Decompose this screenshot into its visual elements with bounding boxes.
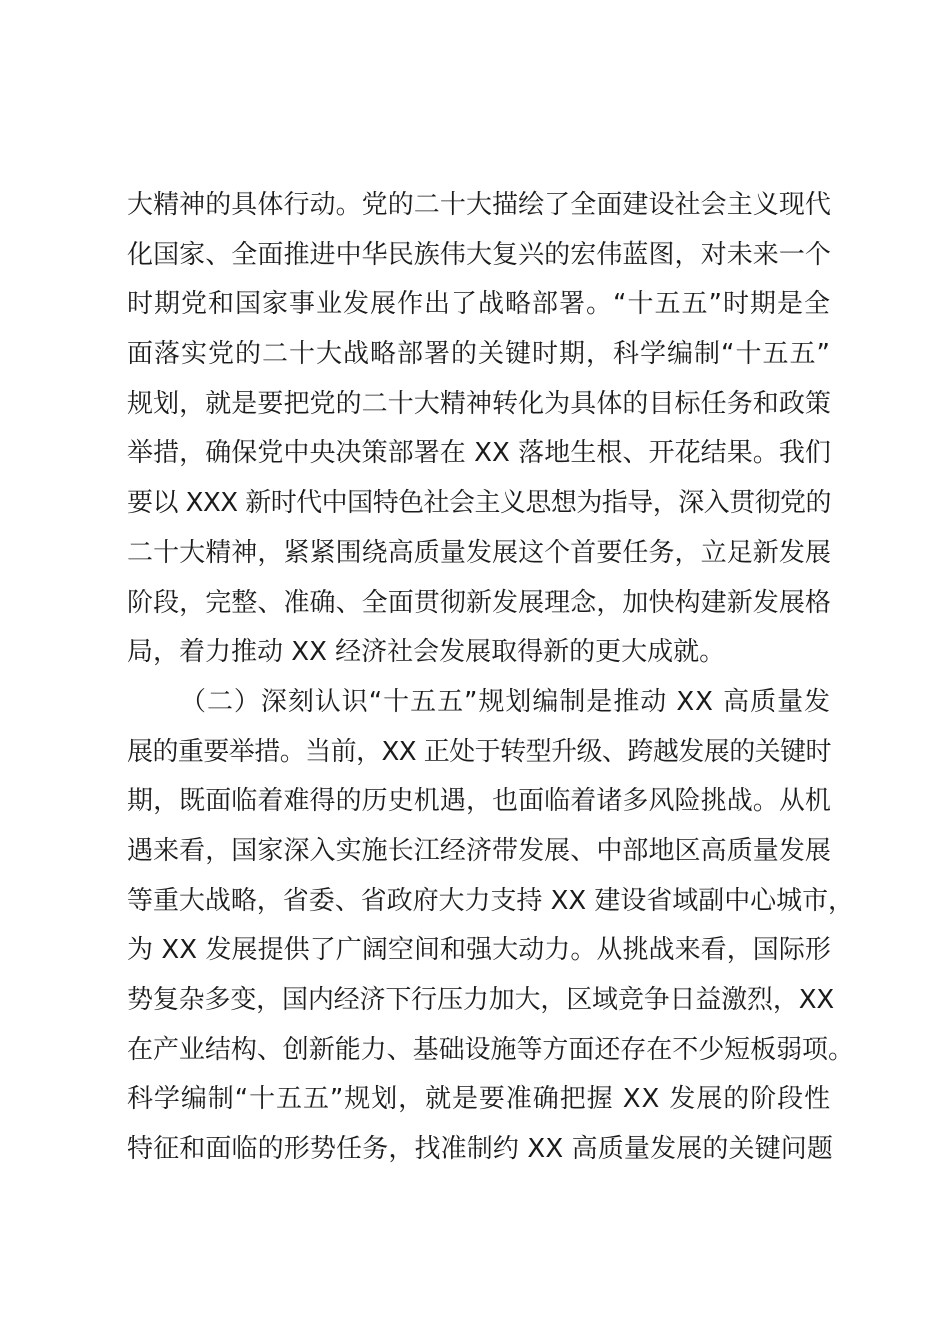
document-page	[127, 181, 867, 1175]
text-line-paragraph-end: 局，着力推动 XX 经济社会发展取得新的更大成就。	[127, 637, 726, 668]
text-line: 在产业结构、创新能力、基础设施等方面还存在不少短板弱项。	[127, 1034, 854, 1065]
text-line: 势复杂多变，国内经济下行压力加大，区域竞争日益激烈，XX	[127, 985, 834, 1015]
text-line: 时期党和国家事业发展作出了战略部署。“十五五”时期是全	[127, 289, 831, 320]
text-line: 二十大精神，紧紧围绕高质量发展这个首要任务，立足新发展	[127, 537, 831, 568]
text-line: 化国家、全面推进中华民族伟大复兴的宏伟蓝图，对未来一个	[127, 239, 831, 270]
text-line: 特征和面临的形势任务，找准制约 XX 高质量发展的关键问题	[127, 1134, 833, 1165]
text-line: 遇来看，国家深入实施长江经济带发展、中部地区高质量发展	[127, 835, 831, 866]
section-heading-line: （二）深刻认识“十五五”规划编制是推动 XX 高质量发	[180, 686, 831, 717]
text-line: 等重大战略，省委、省政府大力支持 XX 建设省域副中心城市，	[127, 885, 854, 916]
text-line: 阶段，完整、准确、全面贯彻新发展理念，加快构建新发展格	[127, 587, 831, 618]
text-line: 大精神的具体行动。党的二十大描绘了全面建设社会主义现代	[127, 190, 831, 220]
text-line: 面落实党的二十大战略部署的关键时期，科学编制“十五五”	[127, 339, 831, 370]
text-line: 要以 XXX 新时代中国特色社会主义思想为指导，深入贯彻党的	[127, 488, 831, 519]
paragraph-2	[127, 678, 867, 1175]
text-line: 举措，确保党中央决策部署在 XX 落地生根、开花结果。我们	[127, 438, 831, 469]
text-line: 期，既面临着难得的历史机遇，也面临着诸多风险挑战。从机	[127, 786, 831, 817]
text-line: 科学编制“十五五”规划，就是要准确把握 XX 发展的阶段性	[127, 1084, 831, 1115]
text-line: 为 XX 发展提供了广阔空间和强大动力。从挑战来看，国际形	[127, 935, 831, 966]
text-line: 展的重要举措。当前，XX 正处于转型升级、跨越发展的关键时	[127, 736, 831, 767]
text-line: 规划，就是要把党的二十大精神转化为具体的目标任务和政策	[127, 388, 831, 419]
paragraph-1	[127, 181, 867, 678]
